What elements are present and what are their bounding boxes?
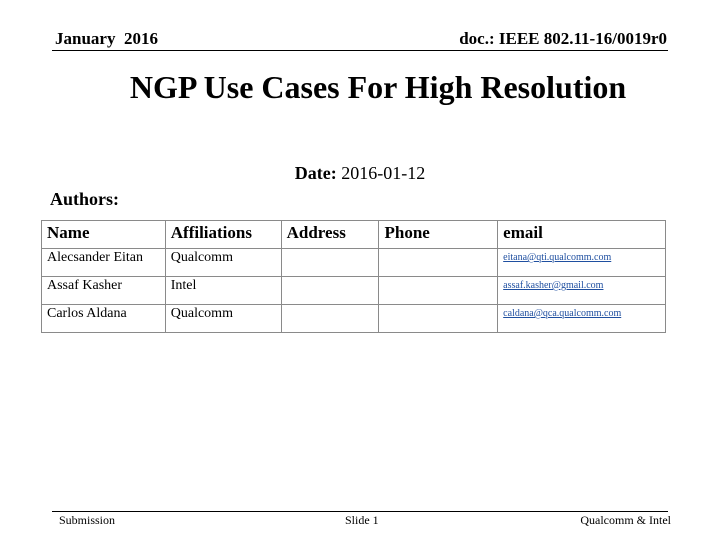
column-header-email: email — [498, 221, 666, 249]
author-email-link[interactable]: caldana@qca.qualcomm.com — [498, 305, 666, 333]
author-affiliation: Intel — [165, 277, 281, 305]
date-value: 2016-01-12 — [341, 163, 426, 183]
column-header-affiliations: Affiliations — [165, 221, 281, 249]
date-line — [0, 163, 720, 184]
author-name: Assaf Kasher — [42, 277, 166, 305]
header-date: January 2016 — [55, 29, 158, 48]
author-address — [281, 249, 379, 277]
author-address — [281, 305, 379, 333]
column-header-phone: Phone — [379, 221, 498, 249]
author-affiliation: Qualcomm — [165, 305, 281, 333]
author-address — [281, 277, 379, 305]
author-name: Carlos Aldana — [42, 305, 166, 333]
author-phone — [379, 249, 498, 277]
author-phone — [379, 277, 498, 305]
slide-title: NGP Use Cases For High Resolution — [129, 69, 627, 105]
author-affiliation: Qualcomm — [165, 249, 281, 277]
column-header-address: Address — [281, 221, 379, 249]
footer-submission: Submission — [59, 513, 116, 527]
author-email-link[interactable]: assaf.kasher@gmail.com — [498, 277, 666, 305]
footer-slide-number: Slide 1 — [345, 513, 379, 527]
footer-divider — [52, 511, 668, 512]
table-row — [42, 249, 666, 277]
authors-label: Authors: — [50, 189, 120, 209]
header-divider — [52, 50, 668, 51]
column-header-name: Name — [42, 221, 166, 249]
header-doc-id: doc.: IEEE 802.11-16/0019r0 — [459, 29, 667, 48]
author-email-link[interactable]: eitana@qti.qualcomm.com — [498, 249, 666, 277]
date-label: Date: — [294, 163, 337, 183]
table-row — [42, 305, 666, 333]
author-phone — [379, 305, 498, 333]
table-header-row — [42, 221, 666, 249]
footer-organization: Qualcomm & Intel — [580, 513, 671, 527]
authors-table — [41, 220, 666, 333]
author-name: Alecsander Eitan — [42, 249, 166, 277]
table-row — [42, 277, 666, 305]
